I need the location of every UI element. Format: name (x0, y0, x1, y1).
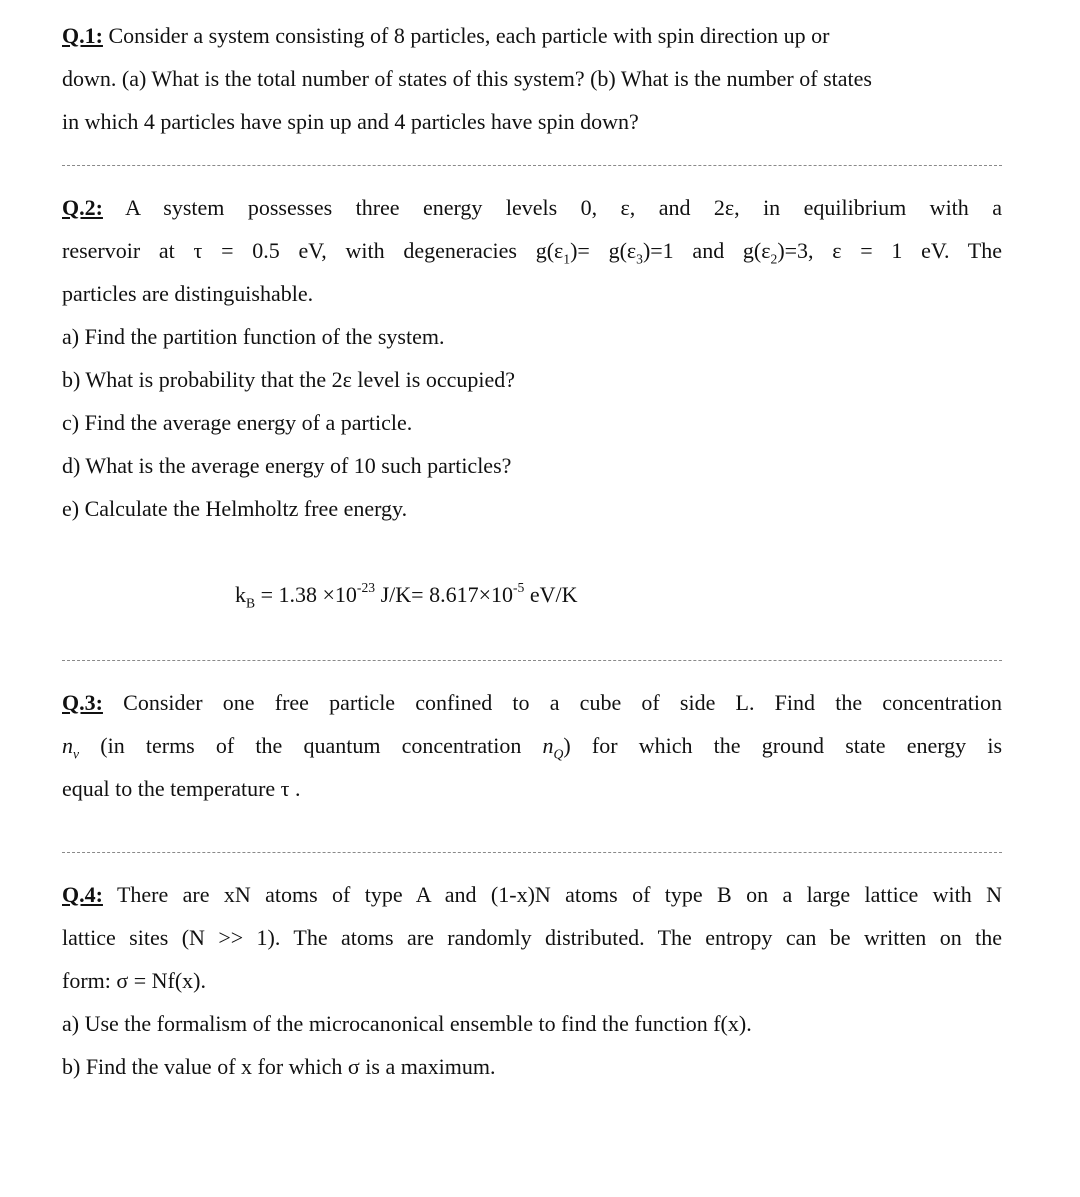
kb-exp-1: -23 (356, 579, 376, 595)
q3-line-2 (62, 724, 1002, 767)
q1-label: Q.1: (62, 23, 103, 48)
q2-sub-3: 3 (636, 251, 643, 267)
question-1 (62, 14, 1002, 143)
kb-value-1: = 1.38 ×10 (255, 582, 357, 607)
kb-sub: B (246, 595, 256, 611)
q1-line-1 (62, 14, 1002, 57)
q2-text-2b: )= g(ε (570, 238, 637, 263)
q3-line-1 (62, 681, 1002, 724)
question-2 (62, 186, 1002, 616)
q1-line-3: in which 4 particles have spin up and 4 particles have spin down? (62, 109, 639, 134)
q2-line-2 (62, 229, 1002, 272)
q2-sub-1: 1 (563, 251, 571, 267)
q4-line-3: form: σ = Nf(x). (62, 968, 207, 993)
q4-line-1 (62, 873, 1002, 916)
nq-symbol: n (542, 733, 554, 758)
question-3 (62, 681, 1002, 810)
q3-line-3: equal to the temperature τ . (62, 776, 301, 801)
q4-label: Q.4: (62, 882, 103, 907)
q4-text-1: There are xN atoms of type A and (1-x)N atoms of type B on a large lattice with N (116, 882, 1003, 907)
boltzmann-constant (62, 573, 1002, 616)
q3-label: Q.3: (62, 690, 103, 715)
nv-symbol: n (62, 733, 73, 758)
q2-text-2a: reservoir at τ = 0.5 eV, with degeneracies g(ε (62, 238, 564, 263)
q2-line-3: particles are distinguishable. (62, 281, 314, 306)
q2-item-d: d) What is the average energy of 10 such particles? (62, 453, 512, 478)
nv-sub: v (73, 746, 80, 762)
kb-unit: eV/K (524, 582, 578, 607)
kb-symbol: k (235, 582, 246, 607)
question-4 (62, 873, 1002, 1088)
q2-sub-2: 2 (770, 251, 778, 267)
q2-item-b: b) What is probability that the 2ε level is occupied? (62, 367, 515, 392)
q2-line-1 (62, 186, 1002, 229)
q2-item-e: e) Calculate the Helmholtz free energy. (62, 496, 408, 521)
q4-item-b: b) Find the value of x for which σ is a maximum. (62, 1054, 496, 1079)
q1-text-1: Consider a system consisting of 8 particles, each particle with spin direction up or (108, 23, 830, 48)
q2-item-a: a) Find the partition function of the system. (62, 324, 445, 349)
q2-text-2d: )=3, ε = 1 eV. The (777, 238, 1002, 263)
q2-text-2c: )=1 and g(ε (642, 238, 771, 263)
q2-item-c: c) Find the average energy of a particle. (62, 410, 413, 435)
q1-line-2: down. (a) What is the total number of states of this system? (b) What is the number of states (62, 66, 872, 91)
nq-sub: Q (553, 746, 564, 762)
q2-text-1: A system possesses three energy levels 0, ε, and 2ε, in equilibrium with a (125, 195, 1002, 220)
q4-line-2: lattice sites (N >> 1). The atoms are randomly distributed. The entropy can be written on the (62, 925, 1002, 950)
q3-text-2a: (in terms of the quantum concentration (100, 733, 522, 758)
kb-value-2: J/K= 8.617×10 (375, 582, 513, 607)
q4-item-a: a) Use the formalism of the microcanonical ensemble to find the function f(x). (62, 1011, 752, 1036)
q3-text-1: Consider one free particle confined to a cube of side L. Find the concentration (123, 690, 1003, 715)
document-page (62, 14, 1002, 1088)
q2-label: Q.2: (62, 195, 103, 220)
q3-text-2b: ) for which the ground state energy is (563, 733, 1003, 758)
kb-exp-2: -5 (512, 579, 525, 595)
